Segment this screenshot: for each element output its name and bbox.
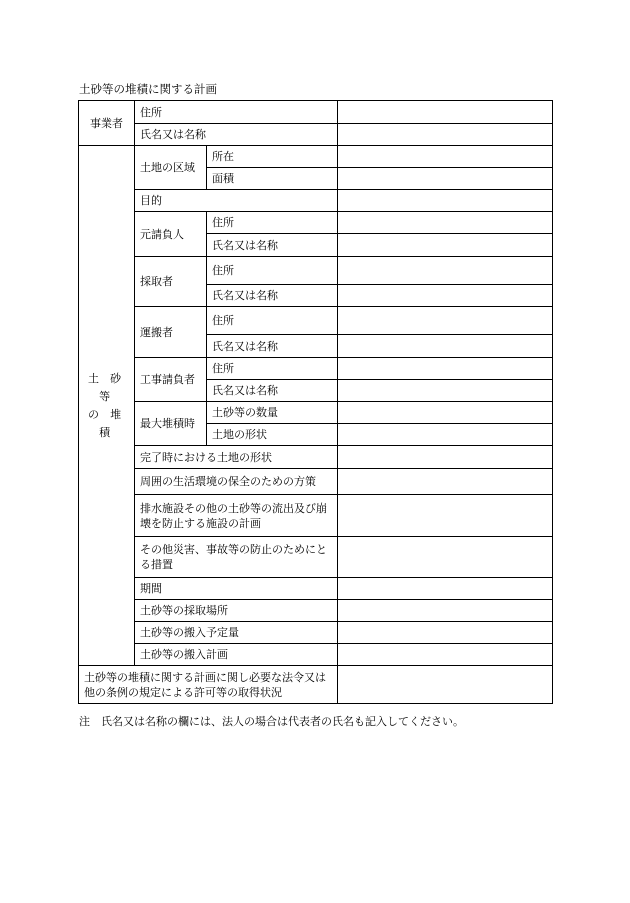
max-deposit-quantity-label: 土砂等の数量 bbox=[207, 402, 338, 424]
extractor-name-field[interactable] bbox=[338, 285, 553, 307]
construction-contractor-label: 工事請負者 bbox=[135, 358, 207, 402]
transporter-label: 運搬者 bbox=[135, 307, 207, 358]
inflow-plan-field[interactable] bbox=[338, 644, 553, 666]
planned-inflow-label: 土砂等の搬入予定量 bbox=[135, 622, 338, 644]
inflow-plan-label: 土砂等の搬入計画 bbox=[135, 644, 338, 666]
construction-contractor-name-field[interactable] bbox=[338, 380, 553, 402]
disaster-prevention-field[interactable] bbox=[338, 537, 553, 578]
deposit-label-line1: 土 砂 等 bbox=[87, 371, 126, 403]
operator-name-label: 氏名又は名称 bbox=[135, 124, 338, 146]
operator-name-field[interactable] bbox=[338, 124, 553, 146]
land-area-size-label: 面積 bbox=[207, 168, 338, 190]
construction-contractor-address-label: 住所 bbox=[207, 358, 338, 380]
deposit-label-line2: の 堆 積 bbox=[87, 407, 126, 439]
prime-contractor-name-field[interactable] bbox=[338, 234, 553, 257]
transporter-name-field[interactable] bbox=[338, 335, 553, 358]
planned-inflow-field[interactable] bbox=[338, 622, 553, 644]
prime-contractor-address-label: 住所 bbox=[207, 212, 338, 234]
operator-label: 事業者 bbox=[79, 101, 135, 146]
permits-field[interactable] bbox=[338, 666, 553, 704]
drainage-plan-label: 排水施設その他の土砂等の流出及び崩壊を防止する施設の計画 bbox=[135, 495, 338, 537]
completion-shape-label: 完了時における土地の形状 bbox=[135, 446, 338, 469]
environment-measures-field[interactable] bbox=[338, 469, 553, 495]
land-area-label: 土地の区域 bbox=[135, 146, 207, 190]
period-field[interactable] bbox=[338, 578, 553, 600]
prime-contractor-name-label: 氏名又は名称 bbox=[207, 234, 338, 257]
extraction-site-field[interactable] bbox=[338, 600, 553, 622]
environment-measures-label: 周囲の生活環境の保全のための方策 bbox=[135, 469, 338, 495]
land-location-label: 所在 bbox=[207, 146, 338, 168]
drainage-plan-field[interactable] bbox=[338, 495, 553, 537]
period-label: 期間 bbox=[135, 578, 338, 600]
extraction-site-label: 土砂等の採取場所 bbox=[135, 600, 338, 622]
transporter-name-label: 氏名又は名称 bbox=[207, 335, 338, 358]
operator-address-label: 住所 bbox=[135, 101, 338, 124]
extractor-name-label: 氏名又は名称 bbox=[207, 285, 338, 307]
extractor-label: 採取者 bbox=[135, 257, 207, 307]
prime-contractor-address-field[interactable] bbox=[338, 212, 553, 234]
construction-contractor-name-label: 氏名又は名称 bbox=[207, 380, 338, 402]
max-deposit-shape-label: 土地の形状 bbox=[207, 424, 338, 446]
deposit-section-label bbox=[79, 146, 135, 666]
operator-address-field[interactable] bbox=[338, 101, 553, 124]
land-area-size-field[interactable] bbox=[338, 168, 553, 190]
max-deposit-label: 最大堆積時 bbox=[135, 402, 207, 446]
purpose-field[interactable] bbox=[338, 190, 553, 212]
max-deposit-shape-field[interactable] bbox=[338, 424, 553, 446]
max-deposit-quantity-field[interactable] bbox=[338, 402, 553, 424]
transporter-address-label: 住所 bbox=[207, 307, 338, 335]
form-title: 土砂等の堆積に関する計画 bbox=[79, 82, 217, 96]
purpose-label: 目的 bbox=[135, 190, 338, 212]
construction-contractor-address-field[interactable] bbox=[338, 358, 553, 380]
prime-contractor-label: 元請負人 bbox=[135, 212, 207, 257]
disaster-prevention-label: その他災害、事故等の防止のためにとる措置 bbox=[135, 537, 338, 578]
land-location-field[interactable] bbox=[338, 146, 553, 168]
extractor-address-field[interactable] bbox=[338, 257, 553, 285]
transporter-address-field[interactable] bbox=[338, 307, 553, 335]
completion-shape-field[interactable] bbox=[338, 446, 553, 469]
extractor-address-label: 住所 bbox=[207, 257, 338, 285]
footnote: 注 氏名又は名称の欄には、法人の場合は代表者の氏名も記入してください。 bbox=[79, 715, 464, 728]
deposit-plan-table bbox=[78, 100, 553, 704]
permits-label: 土砂等の堆積に関する計画に関し必要な法令又は他の条例の規定による許可等の取得状況 bbox=[79, 666, 338, 704]
